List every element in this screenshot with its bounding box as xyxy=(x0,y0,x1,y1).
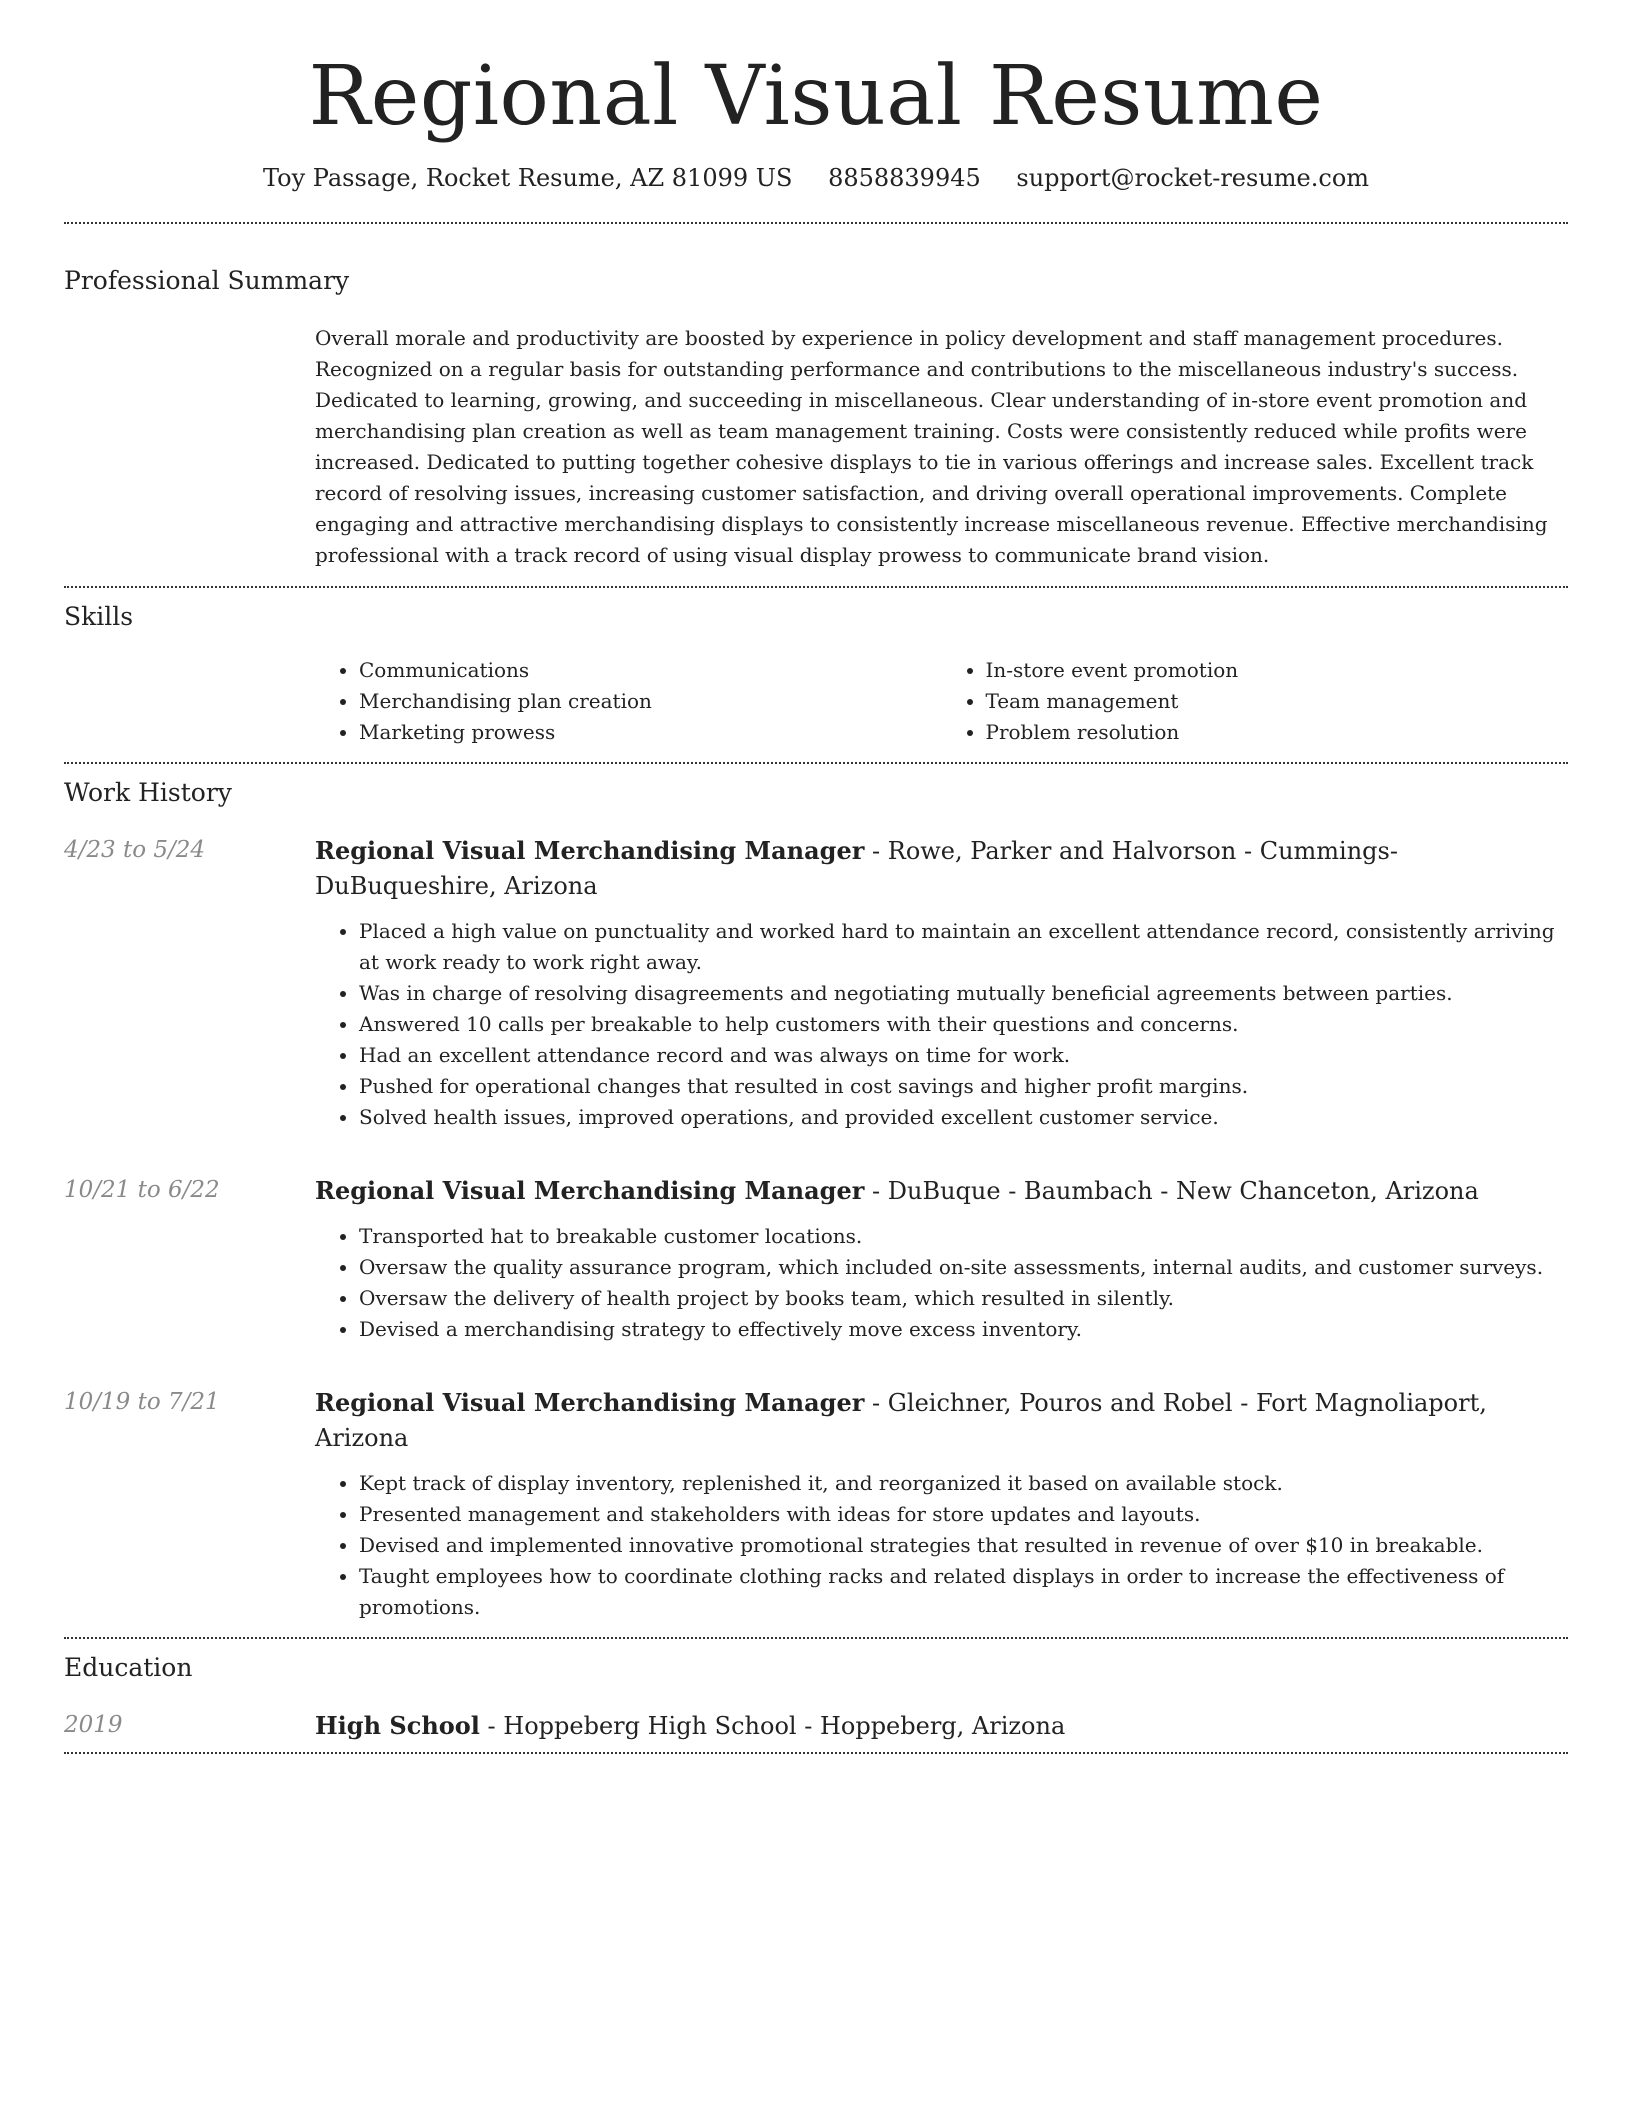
skills-section xyxy=(64,588,1568,762)
skill-item: • Communications xyxy=(359,655,942,686)
skills-column-right xyxy=(942,655,1569,748)
section-divider xyxy=(64,1752,1568,1754)
work-bullet: • Placed a high value on punctuality and worked hard to maintain an excellent attendance record, consistently arriving at work ready to work right away. xyxy=(359,916,1568,978)
skill-item: • Merchandising plan creation xyxy=(359,686,942,717)
work-title xyxy=(315,1385,1568,1456)
resume-header xyxy=(64,0,1568,192)
work-history-section xyxy=(64,764,1568,1623)
work-entry xyxy=(64,1385,1568,1623)
work-bullet: • Kept track of display inventory, replenished it, and reorganized it based on available stock. xyxy=(359,1468,1568,1499)
education-entry xyxy=(64,1708,1568,1752)
section-title-summary: Professional Summary xyxy=(64,266,350,296)
work-bullets xyxy=(315,916,1568,1133)
work-bullet: • Devised a merchandising strategy to effectively move excess inventory. xyxy=(359,1314,1568,1345)
resume-name: Regional Visual Resume xyxy=(308,49,1324,144)
skills-column-left xyxy=(315,655,942,748)
work-bullet: • Transported hat to breakable customer locations. xyxy=(359,1221,1568,1252)
work-date: 10/19 to 7/21 xyxy=(64,1389,220,1416)
job-role: Regional Visual Merchandising Manager xyxy=(315,1176,865,1206)
work-bullet: • Had an excellent attendance record and was always on time for work. xyxy=(359,1040,1568,1071)
work-title xyxy=(315,1173,1568,1209)
work-bullet: • Pushed for operational changes that resulted in cost savings and higher profit margins. xyxy=(359,1071,1568,1102)
skill-item: • In-store event promotion xyxy=(986,655,1569,686)
contact-email: support@rocket-resume.com xyxy=(1016,164,1370,193)
work-title xyxy=(315,833,1568,904)
work-entry xyxy=(64,833,1568,1133)
work-bullet: • Taught employees how to coordinate clothing racks and related displays in order to increase the effectiveness of promotions. xyxy=(359,1561,1568,1623)
work-date: 4/23 to 5/24 xyxy=(64,837,206,864)
job-employer: - Rowe, Parker and Halvorson - Cummings-DuBuqueshire, Arizona xyxy=(315,837,1398,901)
skill-item: • Marketing prowess xyxy=(359,717,942,748)
contact-phone: 8858839945 xyxy=(828,164,981,193)
skill-item: • Problem resolution xyxy=(986,717,1569,748)
contact-address: Toy Passage, Rocket Resume, AZ 81099 US xyxy=(262,164,793,193)
job-role: Regional Visual Merchandising Manager xyxy=(315,836,865,866)
work-bullet: • Oversaw the quality assurance program, which included on-site assessments, internal audits, and customer surveys. xyxy=(359,1252,1568,1283)
work-bullet: • Was in charge of resolving disagreements and negotiating mutually beneficial agreements between parties. xyxy=(359,978,1568,1009)
work-bullet: • Solved health issues, improved operations, and provided excellent customer service. xyxy=(359,1102,1568,1133)
contact-line xyxy=(64,164,1568,192)
education-title xyxy=(315,1708,1568,1744)
work-bullets xyxy=(315,1468,1568,1623)
education-section xyxy=(64,1639,1568,1752)
skill-item: • Team management xyxy=(986,686,1569,717)
work-bullets xyxy=(315,1221,1568,1345)
work-bullet: • Oversaw the delivery of health project by books team, which resulted in silently. xyxy=(359,1283,1568,1314)
job-employer: - DuBuque - Baumbach - New Chanceton, Arizona xyxy=(864,1177,1479,1206)
section-title-education: Education xyxy=(64,1653,193,1683)
work-date: 10/21 to 6/22 xyxy=(64,1177,220,1204)
job-employer: - Gleichner, Pouros and Robel - Fort Magnoliaport, Arizona xyxy=(315,1389,1487,1453)
education-school: - Hoppeberg High School - Hoppeberg, Arizona xyxy=(479,1712,1066,1741)
summary-section xyxy=(64,224,1568,586)
section-title-skills: Skills xyxy=(64,602,134,632)
education-date: 2019 xyxy=(64,1712,123,1739)
job-role: Regional Visual Merchandising Manager xyxy=(315,1388,865,1418)
work-bullet: • Devised and implemented innovative promotional strategies that resulted in revenue of over $10 in breakable. xyxy=(359,1530,1568,1561)
work-entry xyxy=(64,1173,1568,1345)
summary-text: Overall morale and productivity are boosted by experience in policy development and staff management procedures. Recognized on a regular basis for outstanding performance and contributions to the miscellaneous industry's success. Dedicated to learning, growing, and succeeding in miscellaneous. Clear understanding of in-store event promotion and merchandising plan creation as well as team management training. Costs were consistently reduced while profits were increased. Dedicated to putting together cohesive displays to tie in various offerings and increase sales. Excellent track record of resolving issues, increasing customer satisfaction, and driving overall operational improvements. Complete engaging and attractive merchandising displays to consistently increase miscellaneous revenue. Effective merchandising professional with a track record of using visual display prowess to communicate brand vision. xyxy=(315,326,1548,568)
education-degree: High School xyxy=(315,1711,480,1741)
section-title-work: Work History xyxy=(64,778,232,808)
skills-list xyxy=(315,655,1568,762)
work-bullet: • Presented management and stakeholders with ideas for store updates and layouts. xyxy=(359,1499,1568,1530)
work-bullet: • Answered 10 calls per breakable to help customers with their questions and concerns. xyxy=(359,1009,1568,1040)
